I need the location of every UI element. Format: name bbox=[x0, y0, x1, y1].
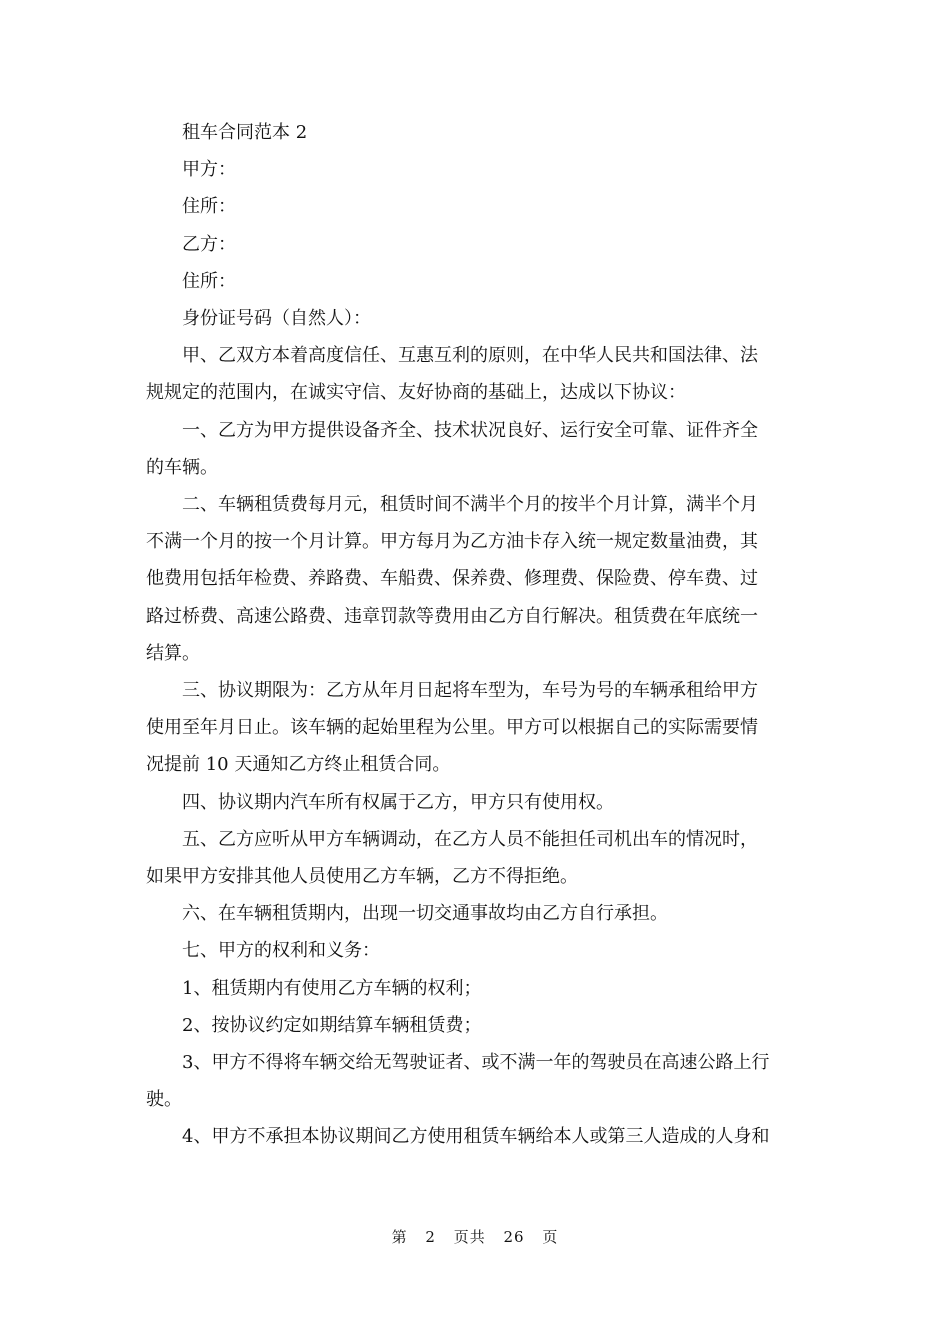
party-b-label: 乙方： bbox=[182, 233, 236, 255]
clause-5-line: 五、乙方应听从甲方车辆调动，在乙方人员不能担任司机出车的情况时， bbox=[182, 828, 758, 850]
party-b-address-label: 住所： bbox=[182, 270, 236, 292]
clause-7-item-2: 2、按协议约定如期结算车辆租赁费； bbox=[182, 1014, 482, 1036]
preamble-line: 甲、乙双方本着高度信任、互惠互利的原则，在中华人民共和国法律、法 bbox=[182, 345, 758, 367]
clause-5-line: 如果甲方安排其他人员使用乙方车辆，乙方不得拒绝。 bbox=[146, 866, 578, 888]
clause-7-item-4: 4、甲方不承担本协议期间乙方使用租赁车辆给本人或第三人造成的人身和 bbox=[182, 1126, 770, 1148]
clause-6-line: 六、在车辆租赁期内，出现一切交通事故均由乙方自行承担。 bbox=[182, 903, 668, 925]
clause-7-item-3: 3、甲方不得将车辆交给无驾驶证者、或不满一年的驾驶员在高速公路上行 bbox=[182, 1052, 770, 1074]
party-a-label: 甲方： bbox=[182, 159, 236, 181]
clause-2-line: 路过桥费、高速公路费、违章罚款等费用由乙方自行解决。租赁费在年底统一 bbox=[146, 605, 758, 627]
clause-7-item-1: 1、租赁期内有使用乙方车辆的权利； bbox=[182, 977, 482, 999]
party-a-address-label: 住所： bbox=[182, 196, 236, 218]
document-title: 租车合同范本 2 bbox=[182, 122, 308, 143]
clause-1-line: 的车辆。 bbox=[146, 456, 218, 478]
clause-7-item-3: 驶。 bbox=[146, 1089, 182, 1111]
preamble-line: 规规定的范围内，在诚实守信、友好协商的基础上，达成以下协议： bbox=[146, 382, 686, 404]
clause-2-line: 二、车辆租赁费每月元，租赁时间不满半个月的按半个月计算，满半个月 bbox=[182, 494, 758, 516]
clause-2-line: 他费用包括年检费、养路费、车船费、保养费、修理费、保险费、停车费、过 bbox=[146, 568, 758, 590]
footer-suffix: 页 bbox=[542, 1228, 559, 1246]
page-footer bbox=[0, 1226, 950, 1247]
clause-1-line: 一、乙方为甲方提供设备齐全、技术状况良好、运行安全可靠、证件齐全 bbox=[182, 419, 758, 441]
clause-3-line: 三、协议期限为：乙方从年月日起将车型为，车号为号的车辆承租给甲方 bbox=[182, 680, 758, 702]
id-number-label: 身份证号码（自然人）： bbox=[182, 308, 371, 330]
clause-3-line: 况提前 10 天通知乙方终止租赁合同。 bbox=[146, 754, 451, 776]
clause-4-line: 四、协议期内汽车所有权属于乙方，甲方只有使用权。 bbox=[182, 791, 614, 813]
document-body bbox=[146, 114, 806, 1156]
footer-page-number: 2 bbox=[425, 1228, 436, 1246]
footer-prefix: 第 bbox=[391, 1228, 408, 1246]
clause-2-line: 结算。 bbox=[146, 642, 200, 664]
clause-3-line: 使用至年月日止。该车辆的起始里程为公里。甲方可以根据自己的实际需要情 bbox=[146, 717, 758, 739]
clause-2-line: 不满一个月的按一个月计算。甲方每月为乙方油卡存入统一规定数量油费，其 bbox=[146, 531, 758, 553]
footer-total-pages: 26 bbox=[503, 1228, 525, 1246]
footer-middle: 页共 bbox=[453, 1228, 486, 1246]
clause-7-heading: 七、甲方的权利和义务： bbox=[182, 940, 380, 962]
